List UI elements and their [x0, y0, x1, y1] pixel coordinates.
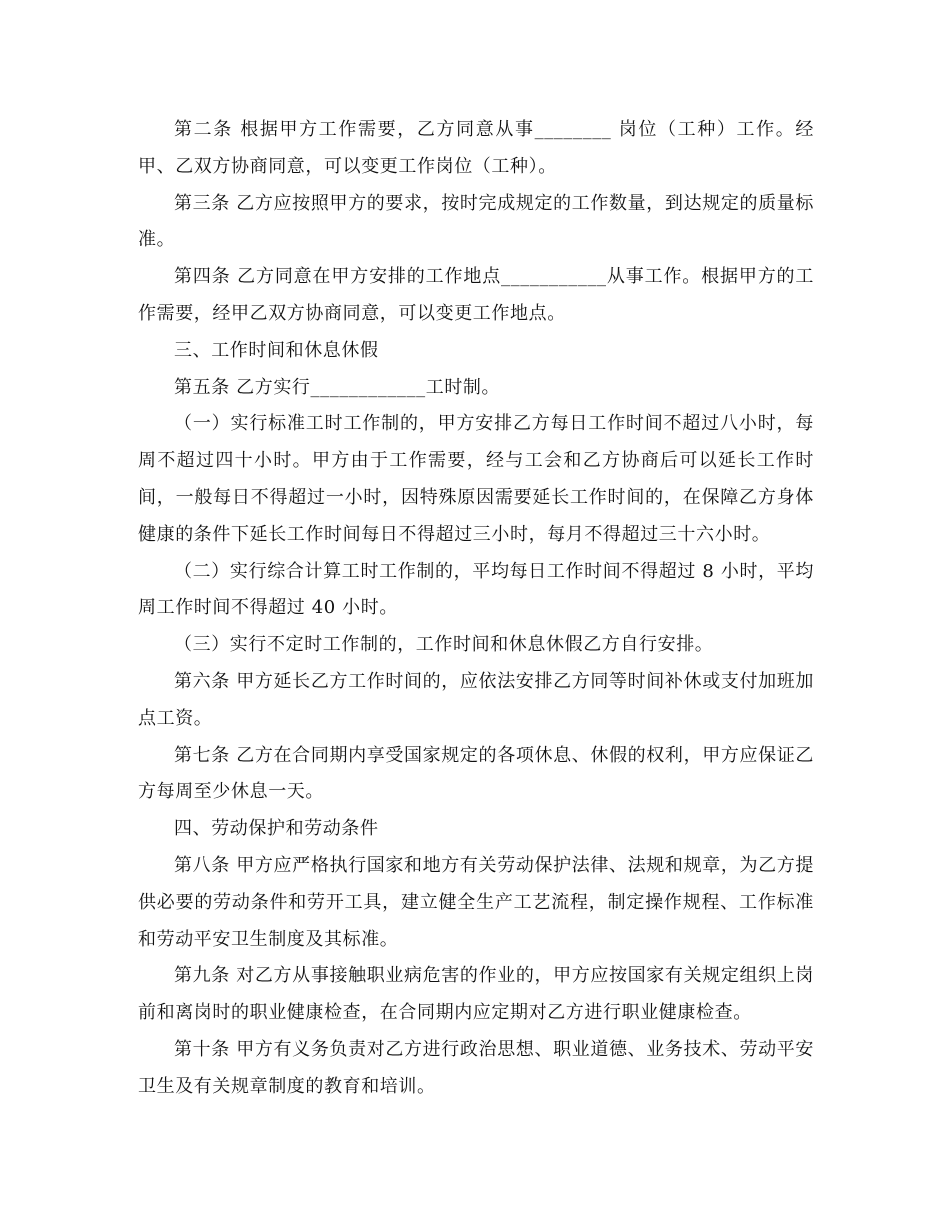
standard-hours-paragraph: （一）实行标准工时工作制的，甲方安排乙方每日工作时间不超过八小时，每周不超过四十小时。甲方由于工作需要，经与工会和乙方协商后可以延长工作时间，一般每日不得超过一小时，因特殊原因需要延长工作时间的，在保障乙方身体健康的条件下延长工作时间每日不得超过三小时，每月不得超过三十六小时。 [138, 413, 814, 545]
article-4-paragraph: 第四条 乙方同意在甲方安排的工作地点___________从事工作。根据甲方的工作需要，经甲乙双方协商同意，可以变更工作地点。 [138, 266, 814, 324]
article-10-paragraph: 第十条 甲方有义务负责对乙方进行政治思想、职业道德、业务技术、劳动平安卫生及有关规章制度的教育和培训。 [138, 1038, 814, 1097]
section-3-heading: 三、工作时间和休息休假 [174, 339, 379, 361]
article-2-paragraph: 第二条 根据甲方工作需要，乙方同意从事________ 岗位（工种）工作。经甲、乙双方协商同意，可以变更工作岗位（工种）。 [138, 119, 814, 177]
article-9-paragraph: 第九条 对乙方从事接触职业病危害的作业的，甲方应按国家有关规定组织上岗前和离岗时的职业健康检查，在合同期内应定期对乙方进行职业健康检查。 [138, 965, 814, 1024]
comprehensive-hours-paragraph: （二）实行综合计算工时工作制的，平均每日工作时间不得超过 8 小时，平均周工作时间不得超过 40 小时。 [138, 560, 814, 619]
contract-page [138, 112, 814, 1106]
article-5-paragraph: 第五条 乙方实行____________工时制。 [174, 376, 501, 398]
article-6-paragraph: 第六条 甲方延长乙方工作时间的，应依法安排乙方同等时间补休或支付加班加点工资。 [138, 670, 814, 729]
article-3-paragraph: 第三条 乙方应按照甲方的要求，按时完成规定的工作数量，到达规定的质量标准。 [138, 192, 814, 251]
article-8-paragraph: 第八条 甲方应严格执行国家和地方有关劳动保护法律、法规和规章，为乙方提供必要的劳动条件和劳开工具，建立健全生产工艺流程，制定操作规程、工作标准和劳动平安卫生制度及其标准。 [138, 854, 814, 950]
section-4-heading: 四、劳动保护和劳动条件 [174, 818, 379, 840]
article-7-paragraph: 第七条 乙方在合同期内享受国家规定的各项休息、休假的权利，甲方应保证乙方每周至少休息一天。 [138, 744, 814, 803]
flexible-hours-paragraph: （三）实行不定时工作制的，工作时间和休息休假乙方自行安排。 [174, 634, 714, 656]
